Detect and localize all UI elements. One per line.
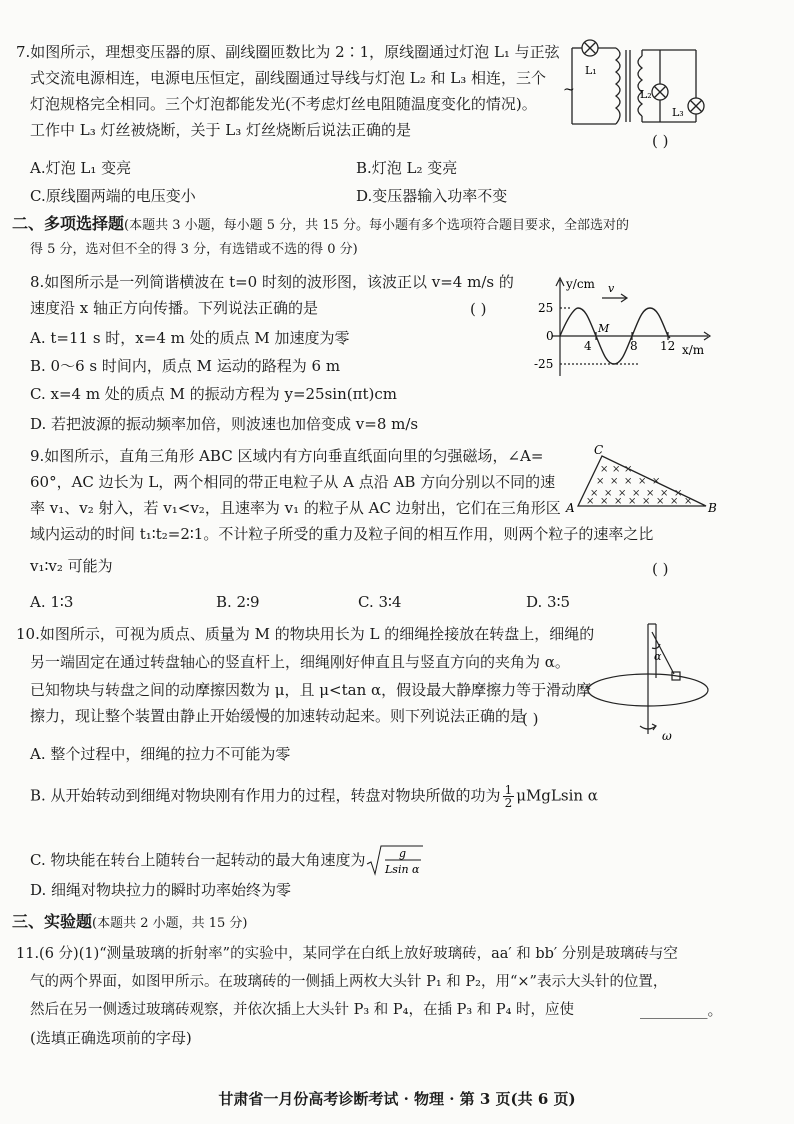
q10-option-c[interactable] [30, 844, 425, 878]
q10-option-b-expr: μMgLsin α [516, 786, 598, 805]
page-footer: 甘肃省一月份高考诊断考试 · 物理 · 第 3 页(共 6 页) [218, 1090, 576, 1108]
fraction-half: $\frac{1}{2}$ [504, 783, 513, 810]
q9-line1: 9.如图所示，直角三角形 ABC 区域内有方向垂直纸面向里的匀强磁场，∠A= [30, 447, 544, 465]
svg-text:×: × [670, 496, 679, 507]
x-axis-label: x/m [682, 343, 705, 357]
q10-option-c-text: C. 物块能在转台上随转台一起转动的最大角速度为 [30, 851, 366, 869]
svg-text:×: × [600, 496, 609, 507]
q10-option-b[interactable] [30, 784, 598, 809]
q7-option-a[interactable]: A.灯泡 L₁ 变亮 [30, 159, 132, 177]
svg-text:×: × [624, 476, 633, 487]
svg-text:×: × [684, 496, 693, 507]
svg-text:×: × [646, 488, 655, 499]
q7-option-c[interactable]: C.原线圈两端的电压变小 [30, 187, 196, 205]
q10-line3: 已知物块与转盘之间的动摩擦因数为 μ，且 μ<tan α，假设最大静摩擦力等于滑动摩 [30, 681, 592, 699]
svg-text:×: × [632, 488, 641, 499]
q11-answer-blank[interactable]: _________。 [640, 1001, 723, 1019]
svg-text:×: × [596, 476, 605, 487]
x-tick-4: 4 [584, 339, 592, 353]
q9-option-a[interactable]: A. 1∶3 [30, 593, 74, 611]
svg-text:×: × [660, 488, 669, 499]
x-tick-12: 12 [660, 339, 676, 353]
svg-text:g: g [399, 847, 407, 860]
svg-text:×: × [674, 488, 683, 499]
svg-text:×: × [600, 464, 609, 475]
q7-line3: 灯泡规格完全相同。三个灯泡都能发光(不考虑灯丝电阻随温度变化的情况)。 [30, 95, 537, 113]
turntable-figure [574, 618, 714, 746]
m-label: M [598, 322, 610, 335]
vertex-c-label: C [594, 444, 604, 457]
q11-line4: (选填正确选项前的字母) [30, 1029, 192, 1047]
magnetic-field-crosses [586, 464, 692, 507]
svg-text:×: × [652, 476, 661, 487]
q9-line4: 域内运动的时间 t₁∶t₂=2∶1。不计粒子所受的重力及粒子间的相互作用，则两个粒子的速率之比 [30, 525, 654, 543]
q11-line1: 11.(6 分)(1)“测量玻璃的折射率”的实验中，某同学在白纸上放好玻璃砖，aa′ 和 bb′ 分别是玻璃砖与空 [16, 946, 678, 962]
q7-line1: 7.如图所示，理想变压器的原、副线圈匝数比为 2∶1，原线圈通过灯泡 L₁ 与正弦 [16, 43, 560, 61]
q8-option-b[interactable]: B. 0～6 s 时间内，质点 M 运动的路程为 6 m [30, 357, 341, 375]
y-tick-25: 25 [538, 301, 554, 315]
q11-line3: 然后在另一侧透过玻璃砖观察，并依次插上大头针 P₃ 和 P₄，在插 P₃ 和 P₄ 时，应使 [30, 1002, 575, 1018]
q7-option-d[interactable]: D.变压器输入功率不变 [356, 187, 508, 205]
label-l1: L₁ [585, 64, 597, 77]
section-2-desc-1: (本题共 3 小题，每小题 5 分，共 15 分。每小题有多个选项符合题目要求，全部选对的 [124, 218, 629, 233]
y-axis-label: y/cm [566, 277, 595, 291]
section-3-title: 三、实验题 [12, 912, 93, 931]
q8-line2: 速度沿 x 轴正方向传播。下列说法正确的是 [30, 299, 318, 317]
q7-line4: 工作中 L₃ 灯丝被烧断，关于 L₃ 灯丝烧断后说法正确的是 [30, 121, 412, 139]
section-3-desc: (本题共 2 小题，共 15 分) [92, 916, 248, 931]
q10-option-b-text: B. 从开始转动到细绳对物块刚有作用力的过程，转盘对物块所做的功为 [30, 786, 501, 805]
q10-line2: 另一端固定在通过转盘轴心的竖直杆上，细绳刚好伸直且与竖直方向的夹角为 α。 [30, 653, 570, 671]
svg-text:×: × [590, 488, 599, 499]
label-l3: L₃ [672, 106, 684, 119]
omega-label: ω [662, 729, 672, 743]
svg-text:×: × [618, 488, 627, 499]
wave-graph-figure [530, 272, 720, 382]
q8-option-d[interactable]: D. 若把波源的振动频率加倍，则波速也加倍变成 v=8 m/s [30, 415, 419, 433]
q7-option-b[interactable]: B.灯泡 L₂ 变亮 [356, 159, 458, 177]
q9-line5: v₁∶v₂ 可能为 [30, 557, 113, 575]
vertex-a-label: A [566, 501, 575, 515]
q10-line4: 擦力，现让整个装置由静止开始缓慢的加速转动起来。则下列说法正确的是 [30, 707, 526, 725]
q8-option-c[interactable]: C. x=4 m 处的质点 M 的振动方程为 y=25sin(πt)cm [30, 385, 397, 403]
origin-label: 0 [546, 329, 554, 343]
vertex-b-label: B [708, 501, 717, 515]
svg-text:Lsin α: Lsin α [385, 863, 420, 876]
sqrt-expression [365, 844, 425, 878]
section-2-title: 二、多项选择题 [12, 214, 125, 233]
q8-line1: 8.如图所示是一列简谐横波在 t=0 时刻的波形图，该波正以 v=4 m/s 的 [30, 273, 514, 291]
svg-text:×: × [642, 496, 651, 507]
svg-text:×: × [628, 496, 637, 507]
q10-option-a[interactable]: A. 整个过程中，细绳的拉力不可能为零 [30, 745, 291, 763]
x-tick-8: 8 [630, 339, 638, 353]
q10-option-d[interactable]: D. 细绳对物块拉力的瞬时功率始终为零 [30, 881, 292, 899]
section-2-desc-2: 得 5 分，选对但不全的得 3 分，有选错或不选的得 0 分) [30, 242, 358, 257]
q9-option-c[interactable]: C. 3∶4 [358, 593, 402, 611]
q7-answer-paren: ( ) [652, 132, 669, 150]
v-label: v [608, 282, 615, 295]
section-3-header [12, 912, 248, 934]
svg-text:×: × [586, 496, 595, 507]
q10-answer-paren: ( ) [522, 710, 539, 728]
q10-line1: 10.如图所示，可视为质点、质量为 M 的物块用长为 L 的细绳拴接放在转盘上，细绳的 [16, 625, 595, 643]
alpha-label: α [654, 650, 662, 663]
ac-source-icon: ~ [563, 82, 575, 98]
q8-option-a[interactable]: A. t=11 s 时，x=4 m 处的质点 M 加速度为零 [30, 329, 350, 347]
svg-text:×: × [610, 476, 619, 487]
q9-answer-paren: ( ) [652, 560, 669, 578]
q9-option-b[interactable]: B. 2∶9 [216, 593, 260, 611]
q9-line2: 60°，AC 边长为 L，两个相同的带正电粒子从 A 点沿 AB 方向分别以不同的速 [30, 473, 556, 491]
y-tick-neg25: -25 [534, 357, 554, 371]
svg-text:×: × [656, 496, 665, 507]
svg-text:×: × [612, 464, 621, 475]
triangle-field-figure [560, 444, 720, 518]
q7-line2: 式交流电源相连，电源电压恒定，副线圈通过导线与灯泡 L₂ 和 L₃ 相连，三个 [30, 69, 547, 87]
svg-text:×: × [624, 464, 633, 475]
svg-text:×: × [604, 488, 613, 499]
section-2-header [12, 214, 629, 236]
q11-line2: 气的两个界面，如图甲所示。在玻璃砖的一侧插上两枚大头针 P₁ 和 P₂，用“×”表示大头针的位置， [30, 974, 668, 990]
q9-line3: 率 v₁、v₂ 射入，若 v₁<v₂，且速率为 v₁ 的粒子从 AC 边射出，它们在三角形区 [30, 499, 561, 517]
q8-answer-paren: ( ) [470, 300, 487, 318]
label-l2: L₂ [640, 88, 652, 101]
svg-text:×: × [638, 476, 647, 487]
q9-option-d[interactable]: D. 3∶5 [526, 593, 571, 611]
transformer-circuit-figure [560, 36, 710, 132]
svg-text:×: × [614, 496, 623, 507]
